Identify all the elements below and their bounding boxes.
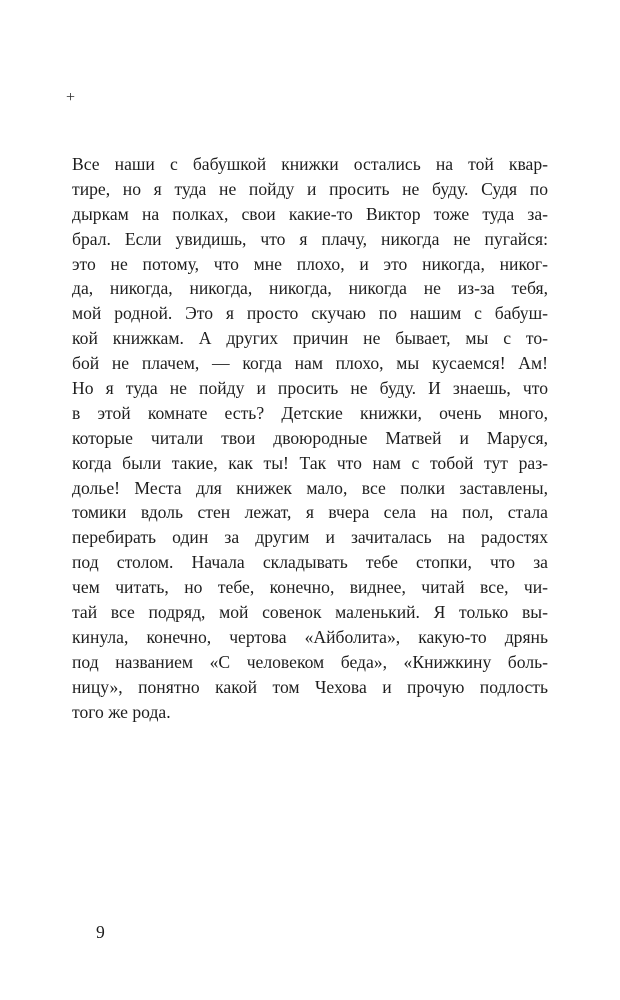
text-line: Все наши с бабушкой книжки остались на той квар- — [72, 154, 548, 174]
text-line: в этой комнате есть? Детские книжки, очень много, — [72, 402, 548, 423]
text-line: чем читать, но тебе, конечно, виднее, читай все, чи- — [72, 577, 548, 598]
text-line: долье! Места для книжек мало, все полки заставлены, — [72, 477, 548, 498]
text-line: тай все подряд, мой совенок маленький. Я только вы- — [72, 602, 548, 623]
text-line: под названием «С человеком беда», «Книжкину боль- — [72, 651, 548, 672]
text-line: которые читали твои двоюродные Матвей и Маруся, — [72, 427, 548, 448]
text-line: ницу», понятно какой том Чехова и прочую подлость — [72, 676, 548, 697]
text-line: кой книжкам. А других причин не бывает, мы с то- — [72, 328, 548, 349]
text-line: кинула, конечно, чертова «Айболита», какую-то дрянь — [72, 626, 548, 647]
text-line: томики вдоль стен лежат, я вчера села на пол, стала — [72, 502, 548, 523]
text-line: под столом. Начала складывать тебе стопки, что за — [72, 552, 548, 573]
page-number: 9 — [96, 922, 105, 942]
body-text — [72, 152, 548, 724]
text-line: мой родной. Это я просто скучаю по нашим с бабуш- — [72, 303, 548, 324]
text-line: дыркам на полках, свои какие-то Виктор тоже туда за- — [72, 203, 548, 224]
text-line: когда были такие, как ты! Так что нам с тобой тут раз- — [72, 452, 548, 473]
text-line: Но я туда не пойду и просить не буду. И знаешь, что — [72, 378, 548, 399]
text-line: это не потому, что мне плохо, и это никогда, никог- — [72, 253, 548, 274]
text-line: тире, но я туда не пойду и просить не буду. Судя по — [72, 178, 548, 199]
section-mark: + — [66, 89, 76, 106]
text-line: да, никогда, никогда, никогда, никогда не из-за тебя, — [72, 278, 548, 299]
text-line: того же рода. — [72, 701, 171, 722]
text-line: бой не плачем, — когда нам плохо, мы кусаемся! Ам! — [72, 353, 548, 374]
text-line: перебирать один за другим и зачиталась на радостях — [72, 527, 548, 548]
text-line: брал. Если увидишь, что я плачу, никогда не пугайся: — [72, 228, 548, 249]
